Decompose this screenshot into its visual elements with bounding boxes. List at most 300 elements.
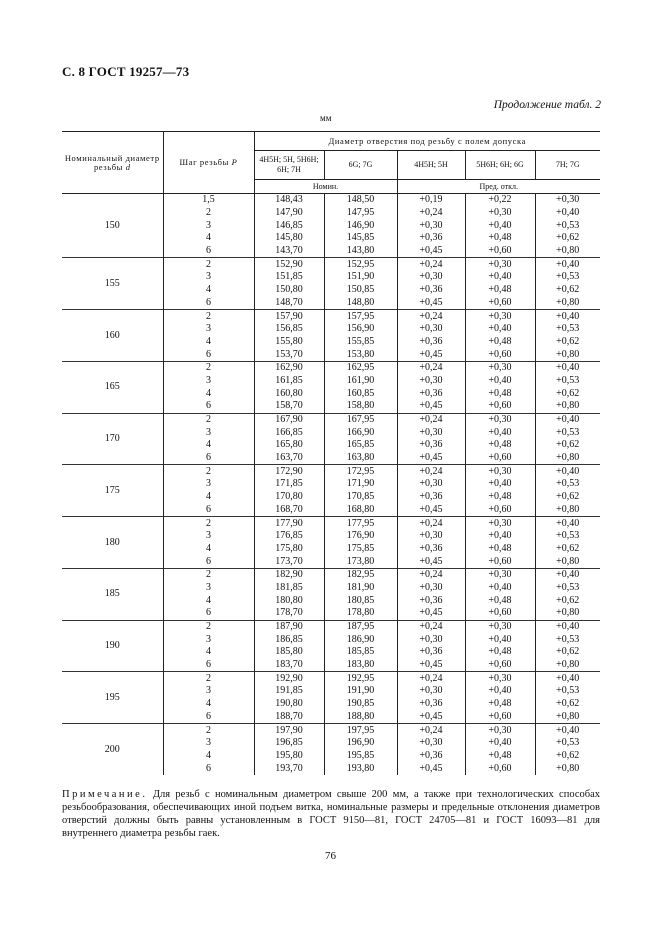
value-cell: +0,45 — [397, 762, 465, 775]
pitch-cell: 2 — [163, 620, 254, 633]
pitch-cell: 3 — [163, 582, 254, 595]
value-cell: 188,80 — [324, 711, 397, 724]
value-cell: +0,24 — [397, 620, 465, 633]
value-cell: +0,40 — [535, 413, 600, 426]
value-cell: +0,53 — [535, 219, 600, 232]
pitch-cell: 4 — [163, 336, 254, 349]
value-cell: 156,85 — [254, 323, 324, 336]
value-cell: +0,30 — [397, 530, 465, 543]
value-cell: +0,30 — [397, 633, 465, 646]
value-cell: 181,85 — [254, 582, 324, 595]
value-cell: +0,48 — [465, 439, 535, 452]
value-cell: 153,70 — [254, 348, 324, 361]
value-cell: 167,90 — [254, 413, 324, 426]
page-number: 76 — [325, 850, 336, 862]
value-cell: +0,80 — [535, 297, 600, 310]
value-cell: 185,80 — [254, 646, 324, 659]
pitch-cell: 3 — [163, 530, 254, 543]
value-cell: 148,43 — [254, 194, 324, 207]
value-cell: 146,90 — [324, 219, 397, 232]
value-cell: +0,45 — [397, 711, 465, 724]
value-cell: 161,85 — [254, 375, 324, 388]
pitch-cell: 2 — [163, 258, 254, 271]
value-cell: 147,90 — [254, 207, 324, 220]
value-cell: +0,24 — [397, 724, 465, 737]
table-row — [62, 361, 600, 374]
value-cell: +0,53 — [535, 633, 600, 646]
value-cell: +0,53 — [535, 426, 600, 439]
table-row — [62, 194, 600, 207]
value-cell: +0,48 — [465, 387, 535, 400]
value-cell: 165,85 — [324, 439, 397, 452]
nominal-diameter-cell: 175 — [62, 465, 163, 517]
value-cell: +0,62 — [535, 232, 600, 245]
value-cell: 171,90 — [324, 478, 397, 491]
pitch-cell: 6 — [163, 504, 254, 517]
value-cell: 197,90 — [254, 724, 324, 737]
header-tolerance-1: 4Н5Н; 5Н, 5Н6Н; 6Н; 7Н — [254, 151, 324, 180]
value-cell: +0,53 — [535, 530, 600, 543]
header-deviation-label: Пред. откл. — [397, 180, 600, 194]
value-cell: +0,30 — [397, 219, 465, 232]
value-cell: 193,80 — [324, 762, 397, 775]
value-cell: 170,80 — [254, 491, 324, 504]
value-cell: +0,53 — [535, 375, 600, 388]
value-cell: +0,60 — [465, 452, 535, 465]
pitch-cell: 3 — [163, 271, 254, 284]
value-cell: +0,45 — [397, 659, 465, 672]
header-pitch: Шаг резьбы P — [163, 132, 254, 194]
pitch-cell: 6 — [163, 245, 254, 258]
value-cell: 191,85 — [254, 685, 324, 698]
value-cell: +0,30 — [397, 375, 465, 388]
value-cell: 166,85 — [254, 426, 324, 439]
value-cell: 145,85 — [324, 232, 397, 245]
value-cell: 180,85 — [324, 594, 397, 607]
pitch-cell: 3 — [163, 478, 254, 491]
value-cell: 192,90 — [254, 672, 324, 685]
value-cell: +0,48 — [465, 750, 535, 763]
value-cell: +0,40 — [465, 685, 535, 698]
value-cell: +0,80 — [535, 555, 600, 568]
pitch-cell: 3 — [163, 737, 254, 750]
value-cell: +0,40 — [535, 517, 600, 530]
nominal-diameter-cell: 160 — [62, 310, 163, 362]
value-cell: 163,80 — [324, 452, 397, 465]
value-cell: +0,40 — [535, 361, 600, 374]
value-cell: +0,80 — [535, 348, 600, 361]
value-cell: +0,80 — [535, 659, 600, 672]
value-cell: +0,30 — [465, 672, 535, 685]
value-cell: 148,70 — [254, 297, 324, 310]
header-tolerance-5: 7Н; 7G — [535, 151, 600, 180]
nominal-diameter-cell: 200 — [62, 724, 163, 775]
value-cell: +0,80 — [535, 607, 600, 620]
nominal-diameter-cell: 150 — [104, 219, 120, 231]
value-cell: 178,70 — [254, 607, 324, 620]
value-cell: +0,30 — [465, 568, 535, 581]
header-tolerance-2: 6G; 7G — [324, 151, 397, 180]
value-cell: +0,30 — [397, 426, 465, 439]
value-cell: +0,40 — [535, 465, 600, 478]
value-cell: +0,48 — [465, 543, 535, 556]
value-cell: +0,60 — [465, 555, 535, 568]
value-cell: +0,48 — [465, 491, 535, 504]
value-cell: 191,90 — [324, 685, 397, 698]
table-row — [62, 310, 600, 323]
value-cell: +0,45 — [397, 297, 465, 310]
value-cell: +0,53 — [535, 271, 600, 284]
value-cell: +0,60 — [465, 659, 535, 672]
value-cell: 148,50 — [324, 194, 397, 207]
value-cell: +0,30 — [465, 361, 535, 374]
value-cell: +0,53 — [535, 582, 600, 595]
value-cell: +0,40 — [465, 530, 535, 543]
value-cell: +0,30 — [465, 207, 535, 220]
value-cell: +0,36 — [397, 543, 465, 556]
pitch-cell: 3 — [163, 633, 254, 646]
value-cell: +0,62 — [535, 491, 600, 504]
note-label: Примечание. — [62, 789, 148, 800]
table-body — [62, 194, 600, 775]
value-cell: +0,24 — [397, 568, 465, 581]
value-cell: +0,48 — [465, 336, 535, 349]
value-cell: +0,30 — [465, 724, 535, 737]
value-cell: +0,62 — [535, 336, 600, 349]
document-title: С. 8 ГОСТ 19257—73 — [62, 64, 190, 79]
value-cell: 157,90 — [254, 310, 324, 323]
value-cell: 168,70 — [254, 504, 324, 517]
pitch-cell: 6 — [163, 297, 254, 310]
pitch-cell: 3 — [163, 426, 254, 439]
value-cell: +0,60 — [465, 348, 535, 361]
value-cell: +0,40 — [535, 310, 600, 323]
value-cell: +0,36 — [397, 336, 465, 349]
value-cell: +0,30 — [465, 517, 535, 530]
pitch-cell: 2 — [163, 465, 254, 478]
value-cell: +0,48 — [465, 646, 535, 659]
value-cell: +0,40 — [465, 426, 535, 439]
value-cell: +0,45 — [397, 504, 465, 517]
value-cell: +0,45 — [397, 348, 465, 361]
value-cell: 190,80 — [254, 698, 324, 711]
value-cell: 172,90 — [254, 465, 324, 478]
value-cell: +0,60 — [465, 400, 535, 413]
pitch-cell: 3 — [163, 375, 254, 388]
value-cell: +0,62 — [535, 387, 600, 400]
value-cell: +0,60 — [465, 607, 535, 620]
pitch-cell: 4 — [163, 232, 254, 245]
value-cell: 182,95 — [324, 568, 397, 581]
value-cell: 151,90 — [324, 271, 397, 284]
value-cell: +0,45 — [397, 607, 465, 620]
value-cell: +0,24 — [397, 258, 465, 271]
value-cell: +0,36 — [397, 750, 465, 763]
value-cell: +0,30 — [465, 620, 535, 633]
table-row — [62, 672, 600, 685]
value-cell: 161,90 — [324, 375, 397, 388]
pitch-cell: 4 — [163, 594, 254, 607]
value-cell: +0,30 — [397, 271, 465, 284]
value-cell: 156,90 — [324, 323, 397, 336]
value-cell: +0,80 — [535, 504, 600, 517]
pitch-cell: 6 — [163, 452, 254, 465]
pitch-cell: 4 — [163, 543, 254, 556]
value-cell: +0,45 — [397, 245, 465, 258]
value-cell: +0,45 — [397, 400, 465, 413]
value-cell: +0,40 — [535, 258, 600, 271]
value-cell: 143,70 — [254, 245, 324, 258]
header-tolerance-4: 5Н6Н; 6Н; 6G — [465, 151, 535, 180]
value-cell: 155,85 — [324, 336, 397, 349]
value-cell: 150,80 — [254, 284, 324, 297]
value-cell: 167,95 — [324, 413, 397, 426]
value-cell: +0,62 — [535, 646, 600, 659]
value-cell: 143,80 — [324, 245, 397, 258]
value-cell: 146,85 — [254, 219, 324, 232]
pitch-cell: 3 — [163, 219, 254, 232]
value-cell: +0,45 — [397, 452, 465, 465]
value-cell: +0,62 — [535, 594, 600, 607]
value-cell: +0,53 — [535, 478, 600, 491]
pitch-cell: 6 — [163, 348, 254, 361]
value-cell: +0,40 — [535, 620, 600, 633]
value-cell: +0,48 — [465, 698, 535, 711]
pitch-cell: 2 — [163, 568, 254, 581]
value-cell: 187,95 — [324, 620, 397, 633]
pitch-cell: 6 — [163, 762, 254, 775]
note-text: Для резьб с номинальным диаметром свыше 200 мм, а также при технологических способах резьбообразования, обеспечивающих иной подъем витка, номинальные размеры и предельные отклонения диаметров отверстий должны быть равны установленным в ГОСТ 9150—81, ГОСТ 24705—81 и ГОСТ 16093—81 для внутреннего диаметра резьбы гаек. — [62, 789, 601, 839]
header-nominal-label: Номин. — [254, 180, 397, 194]
pitch-cell: 4 — [163, 439, 254, 452]
value-cell: 155,80 — [254, 336, 324, 349]
pitch-cell: 2 — [163, 413, 254, 426]
value-cell: +0,24 — [397, 207, 465, 220]
value-cell: +0,60 — [465, 762, 535, 775]
value-cell: 182,90 — [254, 568, 324, 581]
value-cell: 187,90 — [254, 620, 324, 633]
pitch-cell: 2 — [163, 361, 254, 374]
value-cell: 148,80 — [324, 297, 397, 310]
value-cell: +0,40 — [465, 737, 535, 750]
value-cell: +0,40 — [535, 672, 600, 685]
value-cell: +0,24 — [397, 361, 465, 374]
value-cell: +0,60 — [465, 245, 535, 258]
value-cell: 157,95 — [324, 310, 397, 323]
table-row — [62, 620, 600, 633]
value-cell: 166,90 — [324, 426, 397, 439]
value-cell: +0,40 — [535, 568, 600, 581]
value-cell: 176,85 — [254, 530, 324, 543]
value-cell: 151,85 — [254, 271, 324, 284]
value-cell: +0,36 — [397, 387, 465, 400]
pitch-cell: 1,5 — [163, 194, 254, 207]
value-cell: +0,80 — [535, 762, 600, 775]
value-cell: 180,80 — [254, 594, 324, 607]
value-cell: +0,48 — [465, 232, 535, 245]
value-cell: 163,70 — [254, 452, 324, 465]
value-cell: +0,80 — [535, 452, 600, 465]
pitch-cell: 2 — [163, 724, 254, 737]
value-cell: +0,24 — [397, 517, 465, 530]
value-cell: 158,70 — [254, 400, 324, 413]
value-cell: +0,30 — [465, 258, 535, 271]
value-cell: 152,90 — [254, 258, 324, 271]
nominal-diameter-cell: 165 — [62, 361, 163, 413]
nominal-diameter-cell: 185 — [62, 568, 163, 620]
value-cell: +0,30 — [397, 323, 465, 336]
pitch-cell: 6 — [163, 659, 254, 672]
value-cell: +0,48 — [465, 594, 535, 607]
value-cell: +0,24 — [397, 413, 465, 426]
value-cell: +0,30 — [465, 310, 535, 323]
value-cell: +0,60 — [465, 504, 535, 517]
nominal-diameter-cell: 180 — [62, 517, 163, 569]
value-cell: +0,40 — [535, 724, 600, 737]
value-cell: 175,80 — [254, 543, 324, 556]
table-row — [62, 465, 600, 478]
value-cell: 177,95 — [324, 517, 397, 530]
value-cell: +0,62 — [535, 750, 600, 763]
pitch-cell: 3 — [163, 323, 254, 336]
header-nominal-diameter: Номинальный диаметр резьбы d — [62, 132, 163, 194]
value-cell: +0,22 — [465, 194, 535, 207]
value-cell: 147,95 — [324, 207, 397, 220]
value-cell: +0,40 — [465, 271, 535, 284]
value-cell: 186,90 — [324, 633, 397, 646]
value-cell: +0,30 — [397, 582, 465, 595]
value-cell: 185,85 — [324, 646, 397, 659]
value-cell: +0,40 — [465, 478, 535, 491]
value-cell: 150,85 — [324, 284, 397, 297]
value-cell: +0,30 — [535, 194, 600, 207]
value-cell: 193,70 — [254, 762, 324, 775]
pitch-cell: 2 — [163, 207, 254, 220]
value-cell: +0,40 — [465, 375, 535, 388]
value-cell: 153,80 — [324, 348, 397, 361]
value-cell: 172,95 — [324, 465, 397, 478]
value-cell: +0,62 — [535, 439, 600, 452]
value-cell: +0,60 — [465, 297, 535, 310]
value-cell: +0,40 — [465, 323, 535, 336]
pitch-cell: 4 — [163, 698, 254, 711]
value-cell: +0,80 — [535, 400, 600, 413]
pitch-cell: 4 — [163, 284, 254, 297]
value-cell: +0,30 — [465, 413, 535, 426]
pitch-cell: 2 — [163, 672, 254, 685]
nominal-diameter-cell: 190 — [62, 620, 163, 672]
value-cell: +0,80 — [535, 245, 600, 258]
header-hole-diameter-group: Диаметр отверстия под резьбу с полем допуска — [254, 132, 600, 151]
value-cell: 160,85 — [324, 387, 397, 400]
table-row — [62, 568, 600, 581]
value-cell: 162,90 — [254, 361, 324, 374]
value-cell: 168,80 — [324, 504, 397, 517]
value-cell: 178,80 — [324, 607, 397, 620]
value-cell: 152,95 — [324, 258, 397, 271]
value-cell: 162,95 — [324, 361, 397, 374]
value-cell: 145,80 — [254, 232, 324, 245]
table-row — [62, 517, 600, 530]
value-cell: +0,62 — [535, 284, 600, 297]
value-cell: +0,80 — [535, 711, 600, 724]
pitch-cell: 4 — [163, 750, 254, 763]
value-cell: +0,36 — [397, 439, 465, 452]
value-cell: +0,60 — [465, 711, 535, 724]
value-cell: 171,85 — [254, 478, 324, 491]
nominal-diameter-cell: 170 — [62, 413, 163, 465]
value-cell: +0,53 — [535, 685, 600, 698]
header-tolerance-3: 4Н5Н; 5Н — [397, 151, 465, 180]
value-cell: 188,70 — [254, 711, 324, 724]
value-cell: +0,24 — [397, 465, 465, 478]
value-cell: +0,36 — [397, 491, 465, 504]
pitch-cell: 4 — [163, 646, 254, 659]
value-cell: +0,48 — [465, 284, 535, 297]
value-cell: +0,36 — [397, 594, 465, 607]
value-cell: +0,62 — [535, 698, 600, 711]
nominal-diameter-cell: 155 — [62, 258, 163, 310]
value-cell: 190,85 — [324, 698, 397, 711]
value-cell: 170,85 — [324, 491, 397, 504]
table-row — [62, 724, 600, 737]
value-cell: +0,40 — [465, 219, 535, 232]
value-cell: 192,95 — [324, 672, 397, 685]
table-row — [62, 413, 600, 426]
value-cell: +0,30 — [465, 465, 535, 478]
value-cell: 195,80 — [254, 750, 324, 763]
value-cell: +0,36 — [397, 232, 465, 245]
value-cell: 176,90 — [324, 530, 397, 543]
value-cell: +0,36 — [397, 284, 465, 297]
pitch-cell: 2 — [163, 310, 254, 323]
units-label: мм — [320, 113, 332, 123]
pitch-cell: 6 — [163, 607, 254, 620]
value-cell: 183,80 — [324, 659, 397, 672]
value-cell: +0,45 — [397, 555, 465, 568]
value-cell: +0,30 — [397, 737, 465, 750]
value-cell: 196,90 — [324, 737, 397, 750]
value-cell: 158,80 — [324, 400, 397, 413]
value-cell: 183,70 — [254, 659, 324, 672]
value-cell: +0,36 — [397, 698, 465, 711]
thread-diameter-table — [62, 131, 600, 775]
value-cell: 160,80 — [254, 387, 324, 400]
table-note — [62, 788, 600, 840]
pitch-cell: 4 — [163, 491, 254, 504]
value-cell: 186,85 — [254, 633, 324, 646]
value-cell: 177,90 — [254, 517, 324, 530]
value-cell: 196,85 — [254, 737, 324, 750]
pitch-cell: 4 — [163, 387, 254, 400]
pitch-cell: 6 — [163, 400, 254, 413]
value-cell: +0,40 — [535, 207, 600, 220]
value-cell: +0,30 — [397, 685, 465, 698]
value-cell: 173,80 — [324, 555, 397, 568]
pitch-cell: 6 — [163, 555, 254, 568]
nominal-diameter-cell: 195 — [62, 672, 163, 724]
pitch-cell: 2 — [163, 517, 254, 530]
value-cell: +0,40 — [465, 633, 535, 646]
value-cell: +0,53 — [535, 323, 600, 336]
value-cell: 197,95 — [324, 724, 397, 737]
value-cell: +0,36 — [397, 646, 465, 659]
value-cell: +0,62 — [535, 543, 600, 556]
value-cell: 195,85 — [324, 750, 397, 763]
value-cell: +0,19 — [397, 194, 465, 207]
value-cell: 181,90 — [324, 582, 397, 595]
value-cell: 173,70 — [254, 555, 324, 568]
